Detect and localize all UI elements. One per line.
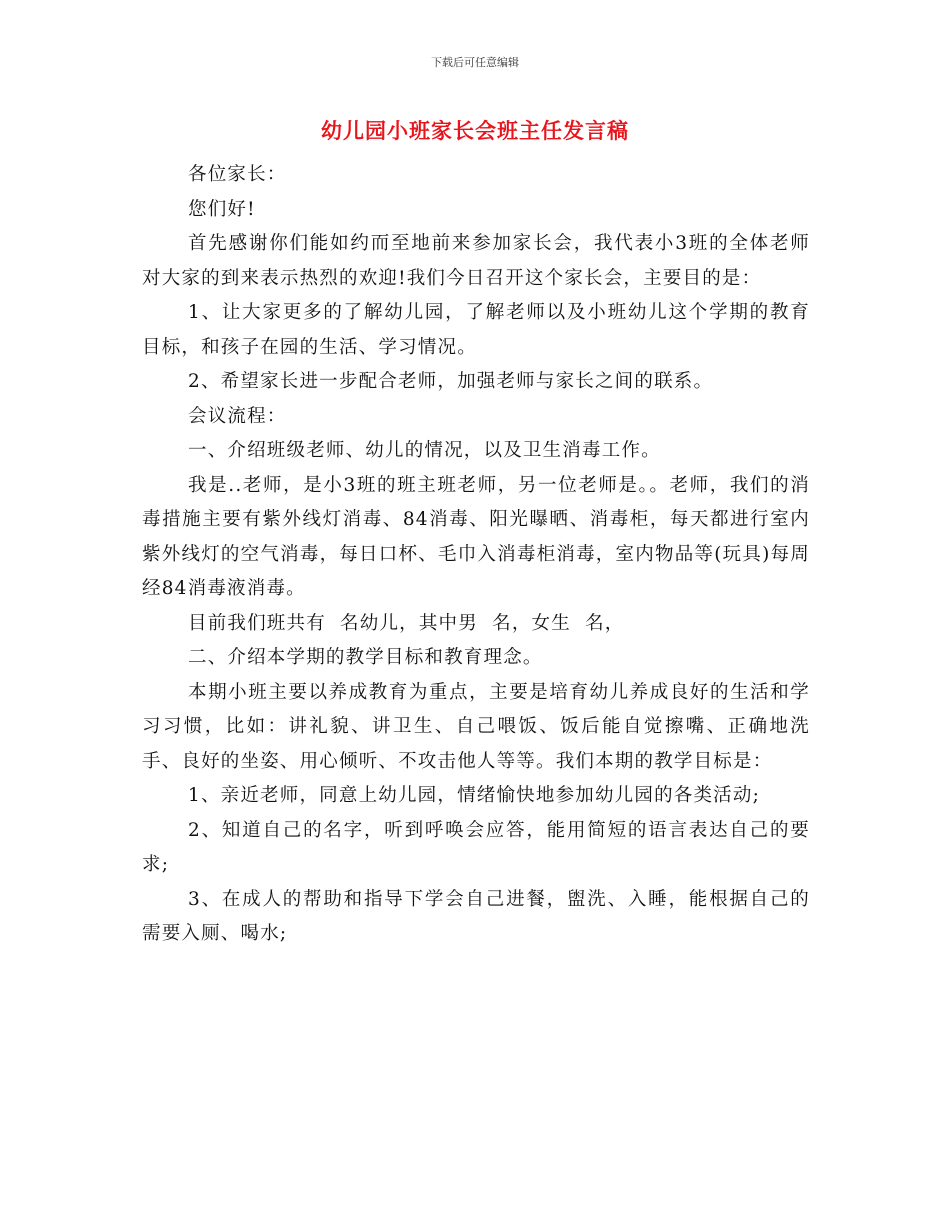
section-heading-1: 一、介绍班级老师、幼儿的情况，以及卫生消毒工作。 <box>188 440 661 461</box>
header-note: 下载后可任意编辑 <box>431 56 519 69</box>
salutation: 您们好! <box>188 198 256 220</box>
section-heading-agenda: 会议流程： <box>188 405 287 427</box>
purpose-item-2: 2、希望家长进一步配合老师，加强老师与家长之间的联系。 <box>188 371 714 392</box>
paragraph-teachers: 我是..老师，是小3班的班主班老师，另一位老师是。。老师，我们的消毒措施主要有紫外线灯消毒、84消毒、阳光曝晒、消毒柜，每天都进行室内紫外线灯的空气消毒，每日口杯、毛巾入消毒柜消毒，室内物品等(玩具)每周经84消毒液消毒。 <box>142 474 810 599</box>
goal-item-1: 1、亲近老师，同意上幼儿园，情绪愉快地参加幼儿园的各类活动; <box>188 785 761 806</box>
paragraph-goals: 本期小班主要以养成教育为重点，主要是培育幼儿养成良好的生活和学习习惯，比如：讲礼貌、讲卫生、自己喂饭、饭后能自觉擦嘴、正确地洗手、良好的坐姿、用心倾听、不攻击他人等等。我们本期的教学目标是： <box>142 681 810 772</box>
document-body <box>142 158 810 952</box>
goal-item-2: 2、知道自己的名字，听到呼唤会应答，能用简短的语言表达自己的要求; <box>142 819 810 875</box>
paragraph-class-size: 目前我们班共有 名幼儿，其中男 名，女生 名， <box>188 612 625 634</box>
paragraph-intro: 首先感谢你们能如约而至地前来参加家长会，我代表小3班的全体老师对大家的到来表示热烈的欢迎!我们今日召开这个家长会，主要目的是： <box>142 233 810 289</box>
purpose-item-1: 1、让大家更多的了解幼儿园，了解老师以及小班幼儿这个学期的教育目标，和孩子在园的生活、学习情况。 <box>142 302 810 358</box>
greeting: 各位家长： <box>188 164 287 185</box>
page-title: 幼儿园小班家长会班主任发言稿 <box>321 118 629 143</box>
goal-item-3: 3、在成人的帮助和指导下学会自己进餐，盥洗、入睡，能根据自己的需要入厕、喝水; <box>142 888 810 944</box>
section-heading-2: 二、介绍本学期的教学目标和教育理念。 <box>188 647 543 668</box>
